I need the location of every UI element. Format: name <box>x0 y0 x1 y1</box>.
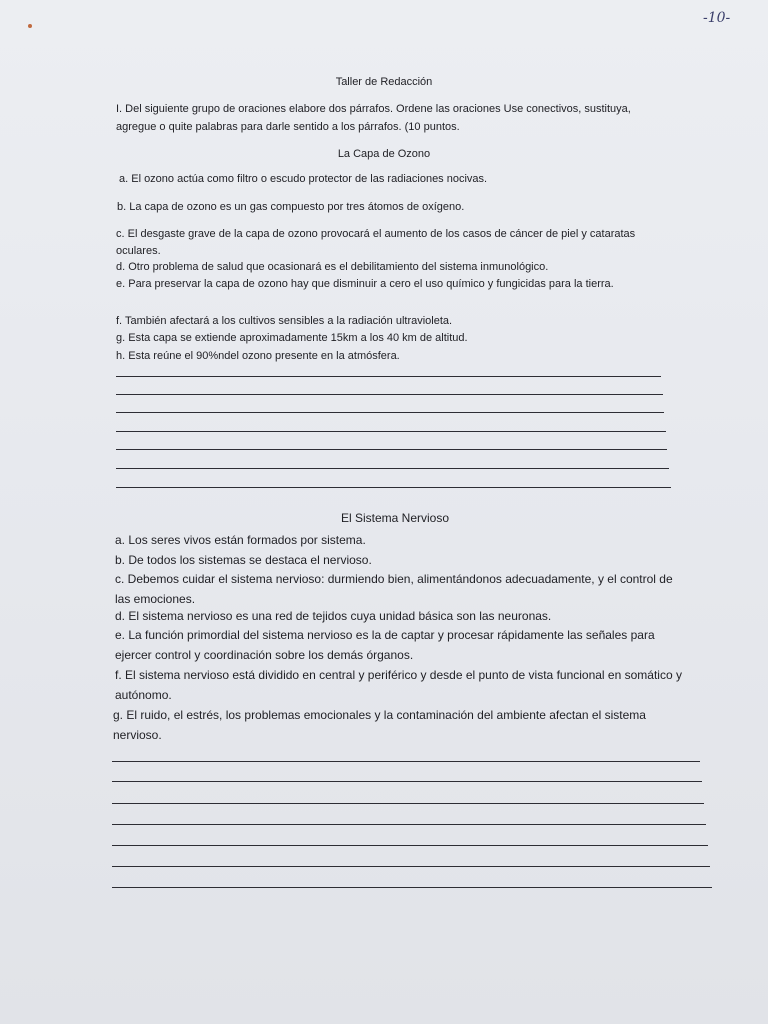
answer-line[interactable] <box>112 761 700 762</box>
page-number: -10- <box>703 10 731 26</box>
ozone-item-b: b. La capa de ozono es un gas compuesto por tres átomos de oxígeno. <box>117 201 465 213</box>
answer-line[interactable] <box>116 431 666 432</box>
answer-line[interactable] <box>116 487 671 488</box>
answer-line[interactable] <box>116 394 663 395</box>
answer-line[interactable] <box>116 449 667 450</box>
nervous-item-c: c. Debemos cuidar el sistema nervioso: durmiendo bien, alimentándonos adecuadamente, y el control de las emociones. <box>115 572 673 606</box>
nervous-item-b: b. De todos los sistemas se destaca el nervioso. <box>115 553 372 567</box>
ozone-item-c: c. El desgaste grave de la capa de ozono provocará el aumento de los casos de cáncer de piel y cataratas oculares. <box>116 228 636 257</box>
section-title-nervous-system: El Sistema Nervioso <box>340 511 450 525</box>
answer-line[interactable] <box>112 866 710 867</box>
ozone-item-f: f. También afectará a los cultivos sensibles a la radiación ultravioleta. <box>116 315 453 327</box>
nervous-item-a: a. Los seres vivos están formados por sistema. <box>115 533 366 547</box>
answer-line[interactable] <box>112 803 704 804</box>
answer-line[interactable] <box>112 845 708 846</box>
ozone-item-g: g. Esta capa se extiende aproximadamente 15km a los 40 km de altitud. <box>116 332 468 344</box>
instructions-text: I. Del siguiente grupo de oraciones elabore dos párrafos. Ordene las oraciones Use conectivos, sustituya, agregue o quite palabras para darle sentido a los párrafos. (10 puntos. <box>116 103 631 133</box>
ozone-item-e: e. Para preservar la capa de ozono hay que disminuir a cero el uso químico y fungicidas para la tierra. <box>116 278 614 290</box>
worksheet-title: Taller de Redacción <box>335 76 433 88</box>
nervous-item-g: g. El ruido, el estrés, los problemas emocionales y la contaminación del ambiente afectan el sistema nervioso. <box>113 708 646 742</box>
nervous-item-f: f. El sistema nervioso está dividido en central y periférico y desde el punto de vista funcional en somático y autónomo. <box>115 668 682 702</box>
ozone-item-a: a. El ozono actúa como filtro o escudo protector de las radiaciones nocivas. <box>119 173 488 185</box>
answer-line[interactable] <box>112 781 702 782</box>
answer-line[interactable] <box>116 376 661 377</box>
ozone-item-h: h. Esta reúne el 90%ndel ozono presente en la atmósfera. <box>116 350 400 362</box>
answer-line[interactable] <box>116 412 664 413</box>
ink-speck <box>28 24 32 28</box>
answer-line[interactable] <box>116 468 669 469</box>
answer-line[interactable] <box>112 887 712 888</box>
nervous-item-d: d. El sistema nervioso es una red de tejidos cuya unidad básica son las neuronas. <box>115 609 552 623</box>
nervous-item-e: e. La función primordial del sistema nervioso es la de captar y procesar rápidamente las señales para ejercer control y coordinación sobre los demás órganos. <box>115 628 655 662</box>
answer-line[interactable] <box>112 824 706 825</box>
section-title-ozone: La Capa de Ozono <box>337 148 431 160</box>
ozone-item-d: d. Otro problema de salud que ocasionará es el debilitamiento del sistema inmunológico. <box>116 261 549 273</box>
